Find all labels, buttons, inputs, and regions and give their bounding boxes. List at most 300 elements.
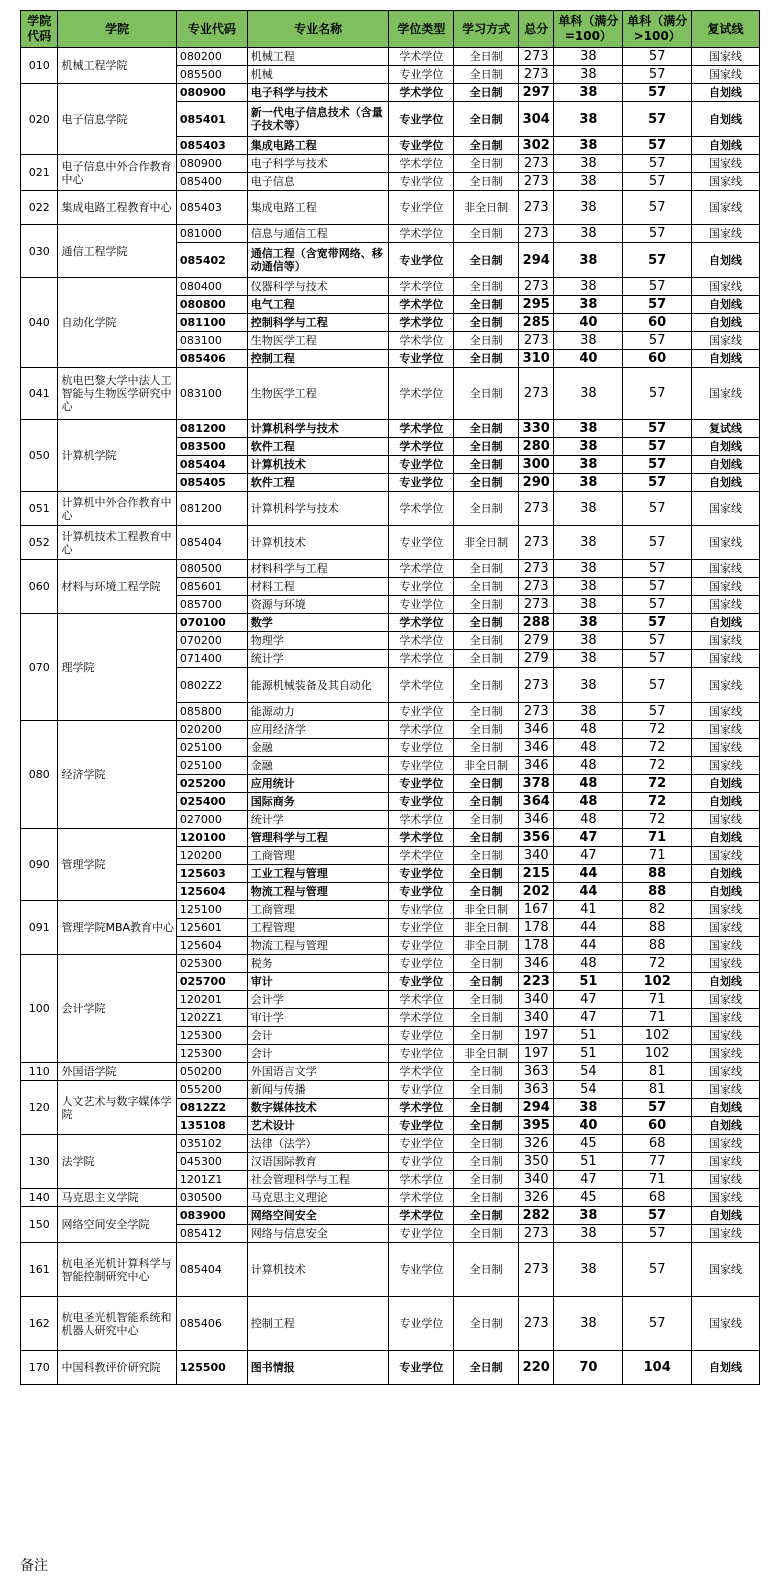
major-code-cell: 080500 [176,560,247,578]
major-code-cell: 071400 [176,650,247,668]
major-name-cell: 通信工程（含宽带网络、移动通信等） [247,243,389,278]
school-name-cell: 计算机中外合作教育中心 [58,492,176,526]
single-score-100-cell: 38 [554,155,623,173]
major-name-cell: 集成电路工程 [247,191,389,225]
major-code-cell: 1201Z1 [176,1171,247,1189]
single-score-over100-cell: 60 [623,350,692,368]
single-score-over100-cell: 57 [623,48,692,66]
major-code-cell: 080200 [176,48,247,66]
degree-type-cell: 学术学位 [389,991,454,1009]
single-score-100-cell: 38 [554,526,623,560]
study-mode-cell: 全日制 [454,1009,519,1027]
study-mode-cell: 非全日制 [454,526,519,560]
single-score-100-cell: 38 [554,650,623,668]
degree-type-cell: 专业学位 [389,1351,454,1385]
study-mode-cell: 全日制 [454,1153,519,1171]
major-code-cell: 125300 [176,1045,247,1063]
total-score-cell: 340 [519,1171,554,1189]
total-score-cell: 282 [519,1207,554,1225]
study-mode-cell: 全日制 [454,1135,519,1153]
single-score-over100-cell: 57 [623,84,692,102]
total-score-cell: 326 [519,1135,554,1153]
single-score-100-cell: 38 [554,578,623,596]
total-score-cell: 273 [519,526,554,560]
major-name-cell: 审计学 [247,1009,389,1027]
total-score-cell: 273 [519,1243,554,1297]
degree-type-cell: 学术学位 [389,48,454,66]
major-code-cell: 080900 [176,155,247,173]
major-code-cell: 050200 [176,1063,247,1081]
major-name-cell: 能源动力 [247,703,389,721]
major-code-cell: 085403 [176,137,247,155]
total-score-cell: 273 [519,66,554,84]
major-name-cell: 会计 [247,1045,389,1063]
study-mode-cell: 全日制 [454,137,519,155]
study-mode-cell: 全日制 [454,793,519,811]
total-score-cell: 364 [519,793,554,811]
retest-line-cell: 国家线 [692,668,760,703]
table-row [21,1063,760,1081]
single-score-over100-cell: 60 [623,1117,692,1135]
study-mode-cell: 全日制 [454,492,519,526]
major-code-cell: 083100 [176,332,247,350]
retest-line-cell: 自划线 [692,243,760,278]
study-mode-cell: 非全日制 [454,1045,519,1063]
major-name-cell: 应用经济学 [247,721,389,739]
retest-line-cell: 国家线 [692,757,760,775]
total-score-cell: 297 [519,84,554,102]
major-name-cell: 马克思主义理论 [247,1189,389,1207]
single-score-over100-cell: 71 [623,847,692,865]
single-score-over100-cell: 57 [623,456,692,474]
study-mode-cell: 全日制 [454,84,519,102]
major-name-cell: 机械 [247,66,389,84]
school-name-cell: 理学院 [58,614,176,721]
retest-line-cell: 国家线 [692,1171,760,1189]
total-score-cell: 273 [519,1297,554,1351]
school-name-cell: 通信工程学院 [58,225,176,278]
major-name-cell: 外国语言文学 [247,1063,389,1081]
total-score-cell: 285 [519,314,554,332]
study-mode-cell: 非全日制 [454,901,519,919]
retest-line-cell: 自划线 [692,474,760,492]
degree-type-cell: 专业学位 [389,526,454,560]
header-row [21,11,760,48]
major-name-cell: 机械工程 [247,48,389,66]
table-row [21,721,760,739]
major-code-cell: 035102 [176,1135,247,1153]
single-score-100-cell: 38 [554,102,623,137]
table-row [21,278,760,296]
single-score-over100-cell: 57 [623,191,692,225]
major-name-cell: 数学 [247,614,389,632]
retest-line-cell: 国家线 [692,332,760,350]
retest-line-cell: 自划线 [692,1351,760,1385]
retest-line-cell: 国家线 [692,703,760,721]
school-code-cell: 091 [21,901,58,955]
school-name-cell: 计算机技术工程教育中心 [58,526,176,560]
single-score-over100-cell: 57 [623,1099,692,1117]
table-row [21,84,760,102]
retest-line-cell: 国家线 [692,191,760,225]
single-score-100-cell: 45 [554,1135,623,1153]
single-score-over100-cell: 72 [623,775,692,793]
table-row [21,955,760,973]
table-row [21,1297,760,1351]
retest-line-cell: 国家线 [692,66,760,84]
total-score-cell: 178 [519,937,554,955]
single-score-100-cell: 38 [554,368,623,420]
study-mode-cell: 全日制 [454,560,519,578]
school-name-cell: 自动化学院 [58,278,176,368]
total-score-cell: 340 [519,1009,554,1027]
single-score-100-cell: 38 [554,332,623,350]
single-score-100-cell: 38 [554,173,623,191]
retest-line-cell: 自划线 [692,296,760,314]
single-score-100-cell: 38 [554,596,623,614]
degree-type-cell: 学术学位 [389,84,454,102]
major-code-cell: 120201 [176,991,247,1009]
single-score-100-cell: 38 [554,668,623,703]
study-mode-cell: 全日制 [454,1081,519,1099]
major-name-cell: 法律（法学） [247,1135,389,1153]
major-code-cell: 083100 [176,368,247,420]
study-mode-cell: 非全日制 [454,919,519,937]
single-score-100-cell: 38 [554,703,623,721]
degree-type-cell: 专业学位 [389,1117,454,1135]
header-major-code: 专业代码 [176,11,247,48]
retest-line-cell: 国家线 [692,596,760,614]
school-name-cell: 外国语学院 [58,1063,176,1081]
major-code-cell: 085404 [176,1243,247,1297]
school-code-cell: 050 [21,420,58,492]
study-mode-cell: 全日制 [454,1117,519,1135]
degree-type-cell: 学术学位 [389,668,454,703]
retest-line-cell: 自划线 [692,314,760,332]
degree-type-cell: 学术学位 [389,1207,454,1225]
school-code-cell: 170 [21,1351,58,1385]
degree-type-cell: 专业学位 [389,102,454,137]
total-score-cell: 167 [519,901,554,919]
single-score-100-cell: 44 [554,883,623,901]
single-score-over100-cell: 57 [623,1207,692,1225]
major-code-cell: 085800 [176,703,247,721]
single-score-over100-cell: 68 [623,1189,692,1207]
school-code-cell: 041 [21,368,58,420]
single-score-100-cell: 47 [554,829,623,847]
major-name-cell: 电子科学与技术 [247,84,389,102]
school-code-cell: 022 [21,191,58,225]
school-name-cell: 经济学院 [58,721,176,829]
header-major-name: 专业名称 [247,11,389,48]
single-score-over100-cell: 57 [623,243,692,278]
single-score-100-cell: 38 [554,1297,623,1351]
total-score-cell: 197 [519,1027,554,1045]
degree-type-cell: 专业学位 [389,456,454,474]
retest-line-cell: 国家线 [692,1045,760,1063]
single-score-over100-cell: 104 [623,1351,692,1385]
single-score-over100-cell: 102 [623,1027,692,1045]
total-score-cell: 294 [519,243,554,278]
total-score-cell: 273 [519,703,554,721]
header-degree-type: 学位类型 [389,11,454,48]
major-code-cell: 045300 [176,1153,247,1171]
school-name-cell: 中国科教评价研究院 [58,1351,176,1385]
major-name-cell: 会计 [247,1027,389,1045]
total-score-cell: 197 [519,1045,554,1063]
school-name-cell: 网络空间安全学院 [58,1207,176,1243]
table-row [21,420,760,438]
major-name-cell: 控制科学与工程 [247,314,389,332]
total-score-cell: 346 [519,955,554,973]
school-name-cell: 集成电路工程教育中心 [58,191,176,225]
degree-type-cell: 学术学位 [389,560,454,578]
major-code-cell: 025400 [176,793,247,811]
single-score-100-cell: 54 [554,1063,623,1081]
retest-line-cell: 自划线 [692,102,760,137]
single-score-over100-cell: 57 [623,66,692,84]
retest-line-cell: 国家线 [692,955,760,973]
degree-type-cell: 专业学位 [389,1243,454,1297]
single-score-100-cell: 38 [554,296,623,314]
single-score-over100-cell: 77 [623,1153,692,1171]
major-code-cell: 085404 [176,526,247,560]
study-mode-cell: 全日制 [454,314,519,332]
study-mode-cell: 全日制 [454,368,519,420]
retest-line-cell: 国家线 [692,560,760,578]
single-score-100-cell: 47 [554,1009,623,1027]
major-name-cell: 国际商务 [247,793,389,811]
major-code-cell: 0802Z2 [176,668,247,703]
total-score-cell: 350 [519,1153,554,1171]
single-score-over100-cell: 72 [623,793,692,811]
degree-type-cell: 专业学位 [389,703,454,721]
school-code-cell: 150 [21,1207,58,1243]
study-mode-cell: 全日制 [454,296,519,314]
single-score-100-cell: 38 [554,632,623,650]
total-score-cell: 395 [519,1117,554,1135]
retest-line-cell: 国家线 [692,901,760,919]
single-score-over100-cell: 57 [623,1225,692,1243]
school-code-cell: 162 [21,1297,58,1351]
school-code-cell: 040 [21,278,58,368]
degree-type-cell: 专业学位 [389,191,454,225]
major-name-cell: 物流工程与管理 [247,937,389,955]
table-row [21,829,760,847]
retest-line-cell: 国家线 [692,847,760,865]
major-name-cell: 信息与通信工程 [247,225,389,243]
single-score-100-cell: 38 [554,1099,623,1117]
single-score-100-cell: 38 [554,1243,623,1297]
school-name-cell: 马克思主义学院 [58,1189,176,1207]
header-school: 学院 [58,11,176,48]
retest-line-cell: 国家线 [692,492,760,526]
total-score-cell: 295 [519,296,554,314]
major-name-cell: 计算机技术 [247,526,389,560]
major-code-cell: 020200 [176,721,247,739]
single-score-100-cell: 47 [554,991,623,1009]
retest-line-cell: 国家线 [692,1027,760,1045]
single-score-over100-cell: 57 [623,155,692,173]
degree-type-cell: 学术学位 [389,650,454,668]
major-name-cell: 计算机技术 [247,456,389,474]
single-score-over100-cell: 57 [623,526,692,560]
major-name-cell: 统计学 [247,650,389,668]
single-score-over100-cell: 57 [623,1297,692,1351]
single-score-over100-cell: 57 [623,668,692,703]
retest-line-cell: 国家线 [692,278,760,296]
total-score-cell: 356 [519,829,554,847]
study-mode-cell: 全日制 [454,456,519,474]
total-score-cell: 273 [519,668,554,703]
single-score-over100-cell: 72 [623,721,692,739]
degree-type-cell: 专业学位 [389,1225,454,1243]
retest-line-cell: 国家线 [692,1225,760,1243]
school-code-cell: 030 [21,225,58,278]
study-mode-cell: 全日制 [454,1189,519,1207]
table-row [21,614,760,632]
major-name-cell: 工商管理 [247,901,389,919]
major-code-cell: 070200 [176,632,247,650]
major-code-cell: 125604 [176,883,247,901]
single-score-over100-cell: 88 [623,937,692,955]
major-code-cell: 085400 [176,173,247,191]
degree-type-cell: 学术学位 [389,438,454,456]
degree-type-cell: 专业学位 [389,1081,454,1099]
footnote: 备注 [20,1558,48,1574]
major-code-cell: 080400 [176,278,247,296]
single-score-100-cell: 47 [554,847,623,865]
single-score-over100-cell: 57 [623,1243,692,1297]
total-score-cell: 346 [519,757,554,775]
study-mode-cell: 全日制 [454,775,519,793]
major-name-cell: 会计学 [247,991,389,1009]
school-code-cell: 161 [21,1243,58,1297]
school-name-cell: 杭电圣光机计算科学与智能控制研究中心 [58,1243,176,1297]
major-name-cell: 生物医学工程 [247,332,389,350]
retest-line-cell: 国家线 [692,811,760,829]
major-name-cell: 金融 [247,757,389,775]
major-name-cell: 工程管理 [247,919,389,937]
study-mode-cell: 全日制 [454,811,519,829]
retest-line-cell: 国家线 [692,1063,760,1081]
school-code-cell: 140 [21,1189,58,1207]
total-score-cell: 340 [519,847,554,865]
single-score-over100-cell: 57 [623,614,692,632]
study-mode-cell: 全日制 [454,955,519,973]
degree-type-cell: 学术学位 [389,1063,454,1081]
study-mode-cell: 全日制 [454,1225,519,1243]
total-score-cell: 302 [519,137,554,155]
degree-type-cell: 学术学位 [389,314,454,332]
major-name-cell: 电子科学与技术 [247,155,389,173]
major-code-cell: 120200 [176,847,247,865]
major-name-cell: 数字媒体技术 [247,1099,389,1117]
retest-line-cell: 国家线 [692,225,760,243]
table-row [21,1135,760,1153]
retest-line-cell: 国家线 [692,526,760,560]
single-score-100-cell: 48 [554,721,623,739]
single-score-100-cell: 38 [554,278,623,296]
major-code-cell: 135108 [176,1117,247,1135]
retest-line-cell: 自划线 [692,883,760,901]
header-single-100: 单科（满分=100） [554,11,623,48]
retest-line-cell: 自划线 [692,350,760,368]
single-score-100-cell: 48 [554,739,623,757]
single-score-over100-cell: 57 [623,474,692,492]
total-score-cell: 273 [519,225,554,243]
single-score-over100-cell: 57 [623,438,692,456]
school-name-cell: 人文艺术与数字媒体学院 [58,1081,176,1135]
school-code-cell: 051 [21,492,58,526]
major-code-cell: 125604 [176,937,247,955]
total-score-cell: 290 [519,474,554,492]
school-name-cell: 电子信息中外合作教育中心 [58,155,176,191]
study-mode-cell: 全日制 [454,739,519,757]
total-score-cell: 304 [519,102,554,137]
total-score-cell: 223 [519,973,554,991]
total-score-cell: 294 [519,1099,554,1117]
single-score-100-cell: 38 [554,614,623,632]
total-score-cell: 363 [519,1063,554,1081]
major-code-cell: 025300 [176,955,247,973]
retest-line-cell: 自划线 [692,1099,760,1117]
single-score-100-cell: 51 [554,1153,623,1171]
total-score-cell: 273 [519,596,554,614]
retest-line-cell: 自划线 [692,793,760,811]
table-row [21,191,760,225]
degree-type-cell: 专业学位 [389,883,454,901]
school-name-cell: 杭电圣光机智能系统和机器人研究中心 [58,1297,176,1351]
admission-score-table [20,10,760,1385]
degree-type-cell: 学术学位 [389,332,454,350]
retest-line-cell: 国家线 [692,155,760,173]
single-score-100-cell: 38 [554,84,623,102]
single-score-over100-cell: 72 [623,955,692,973]
single-score-over100-cell: 68 [623,1135,692,1153]
table-row [21,526,760,560]
major-name-cell: 新一代电子信息技术（含量子技术等） [247,102,389,137]
retest-line-cell: 自划线 [692,829,760,847]
major-name-cell: 社会管理科学与工程 [247,1171,389,1189]
single-score-over100-cell: 82 [623,901,692,919]
degree-type-cell: 专业学位 [389,1135,454,1153]
total-score-cell: 280 [519,438,554,456]
total-score-cell: 273 [519,1225,554,1243]
single-score-100-cell: 45 [554,1189,623,1207]
study-mode-cell: 全日制 [454,1063,519,1081]
study-mode-cell: 全日制 [454,48,519,66]
study-mode-cell: 全日制 [454,614,519,632]
total-score-cell: 346 [519,721,554,739]
retest-line-cell: 国家线 [692,937,760,955]
major-name-cell: 软件工程 [247,438,389,456]
major-name-cell: 税务 [247,955,389,973]
major-name-cell: 汉语国际教育 [247,1153,389,1171]
school-name-cell: 杭电巴黎大学中法人工智能与生物医学研究中心 [58,368,176,420]
major-name-cell: 材料工程 [247,578,389,596]
major-code-cell: 025700 [176,973,247,991]
retest-line-cell: 自划线 [692,137,760,155]
study-mode-cell: 非全日制 [454,937,519,955]
study-mode-cell: 全日制 [454,66,519,84]
single-score-100-cell: 48 [554,757,623,775]
single-score-over100-cell: 88 [623,865,692,883]
total-score-cell: 346 [519,739,554,757]
study-mode-cell: 全日制 [454,332,519,350]
degree-type-cell: 专业学位 [389,775,454,793]
major-code-cell: 120100 [176,829,247,847]
